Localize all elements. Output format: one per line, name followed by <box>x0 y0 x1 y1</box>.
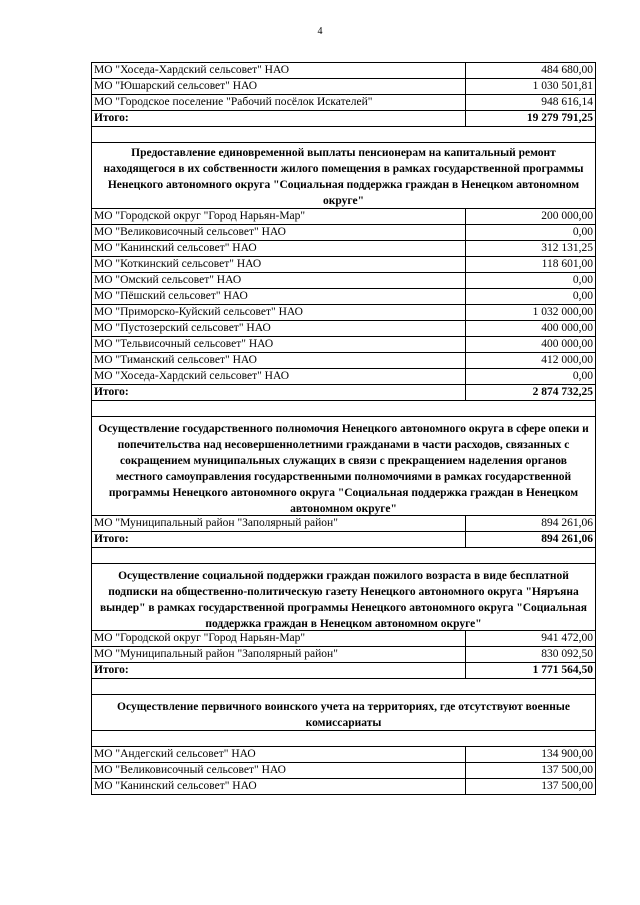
total-label: Итого: <box>92 532 466 547</box>
amount: 941 472,00 <box>466 631 596 646</box>
amount: 0,00 <box>466 273 596 288</box>
table-row <box>92 631 596 647</box>
spacer-row <box>92 679 596 695</box>
table-row <box>92 273 596 289</box>
section-heading: Предоставление единовременной выплаты пенсионерам на капитальный ремонт находящегося в их собственности жилого помещения в рамках государственной программы Ненецкого автономного округа "Социальная поддержка граждан в Ненецком автономном округе" <box>92 143 596 209</box>
amount: 484 680,00 <box>466 63 596 78</box>
total-amount: 894 261,06 <box>466 532 596 547</box>
municipality-name: МО "Хоседа-Хардский сельсовет" НАО <box>92 63 466 78</box>
amount: 312 131,25 <box>466 241 596 256</box>
municipality-name: МО "Великовисочный сельсовет" НАО <box>92 225 466 240</box>
amount: 137 500,00 <box>466 779 596 794</box>
section-heading: Осуществление социальной поддержки граждан пожилого возраста в виде бесплатной подписки на общественно-политическую газету Ненецкого автономного округа "Няръяна вындер" в рамках государственной программы Ненецкого автономного округа "Социальная поддержка граждан в Ненецком автономном округе" <box>92 564 596 631</box>
municipality-name: МО "Хоседа-Хардский сельсовет" НАО <box>92 369 466 384</box>
municipality-name: МО "Муниципальный район "Заполярный район" <box>92 647 466 662</box>
municipality-name: МО "Юшарский сельсовет" НАО <box>92 79 466 94</box>
spacer-row <box>92 127 596 143</box>
municipality-name: МО "Канинский сельсовет" НАО <box>92 241 466 256</box>
table-row <box>92 369 596 385</box>
table-row <box>92 225 596 241</box>
municipality-name: МО "Пёшский сельсовет" НАО <box>92 289 466 304</box>
allocation-table <box>91 62 596 795</box>
amount: 200 000,00 <box>466 209 596 224</box>
table-row <box>92 337 596 353</box>
table-row <box>92 647 596 663</box>
spacer-row <box>92 548 596 564</box>
municipality-name: МО "Муниципальный район "Заполярный район" <box>92 516 466 531</box>
amount: 0,00 <box>466 369 596 384</box>
amount: 894 261,06 <box>466 516 596 531</box>
municipality-name: МО "Великовисочный сельсовет" НАО <box>92 763 466 778</box>
table-row <box>92 289 596 305</box>
amount: 1 032 000,00 <box>466 305 596 320</box>
page-number: 4 <box>317 26 323 37</box>
total-label: Итого: <box>92 663 466 678</box>
table-row <box>92 516 596 532</box>
section-heading: Осуществление первичного воинского учета на территориях, где отсутствуют военные комиссариаты <box>92 695 596 731</box>
amount: 948 616,14 <box>466 95 596 110</box>
amount: 137 500,00 <box>466 763 596 778</box>
amount: 400 000,00 <box>466 337 596 352</box>
municipality-name: МО "Городской округ "Город Нарьян-Мар" <box>92 209 466 224</box>
municipality-name: МО "Пустозерский сельсовет" НАО <box>92 321 466 336</box>
total-label: Итого: <box>92 385 466 400</box>
total-label: Итого: <box>92 111 466 126</box>
total-amount: 1 771 564,50 <box>466 663 596 678</box>
municipality-name: МО "Коткинский сельсовет" НАО <box>92 257 466 272</box>
total-row <box>92 663 596 679</box>
amount: 830 092,50 <box>466 647 596 662</box>
table-row <box>92 763 596 779</box>
total-row <box>92 532 596 548</box>
table-row <box>92 63 596 79</box>
total-row <box>92 385 596 401</box>
municipality-name: МО "Канинский сельсовет" НАО <box>92 779 466 794</box>
table-row <box>92 209 596 225</box>
amount: 1 030 501,81 <box>466 79 596 94</box>
municipality-name: МО "Городское поселение "Рабочий посёлок Искателей" <box>92 95 466 110</box>
municipality-name: МО "Андегский сельсовет" НАО <box>92 747 466 762</box>
amount: 0,00 <box>466 225 596 240</box>
municipality-name: МО "Омский сельсовет" НАО <box>92 273 466 288</box>
table-row <box>92 747 596 763</box>
amount: 0,00 <box>466 289 596 304</box>
table-row <box>92 95 596 111</box>
municipality-name: МО "Тиманский сельсовет" НАО <box>92 353 466 368</box>
amount: 400 000,00 <box>466 321 596 336</box>
total-amount: 19 279 791,25 <box>466 111 596 126</box>
municipality-name: МО "Городской округ "Город Нарьян-Мар" <box>92 631 466 646</box>
table-row <box>92 321 596 337</box>
spacer-row <box>92 731 596 747</box>
amount: 412 000,00 <box>466 353 596 368</box>
table-row <box>92 257 596 273</box>
amount: 134 900,00 <box>466 747 596 762</box>
table-row <box>92 79 596 95</box>
table-row <box>92 779 596 795</box>
municipality-name: МО "Приморско-Куйский сельсовет" НАО <box>92 305 466 320</box>
section-heading: Осуществление государственного полномочия Ненецкого автономного округа в сфере опеки и попечительства над несовершеннолетними гражданами в части расходов, связанных с сокращением муниципальных служащих в связи с прекращением наделения органов местного самоуправления государственными полномочиями в рамках государственной программы Ненецкого автономного округа "Социальная поддержка граждан в Ненецком автономном округе" <box>92 417 596 516</box>
amount: 118 601,00 <box>466 257 596 272</box>
table-row <box>92 305 596 321</box>
table-row <box>92 241 596 257</box>
total-row <box>92 111 596 127</box>
table-row <box>92 353 596 369</box>
total-amount: 2 874 732,25 <box>466 385 596 400</box>
municipality-name: МО "Тельвисочный сельсовет" НАО <box>92 337 466 352</box>
spacer-row <box>92 401 596 417</box>
